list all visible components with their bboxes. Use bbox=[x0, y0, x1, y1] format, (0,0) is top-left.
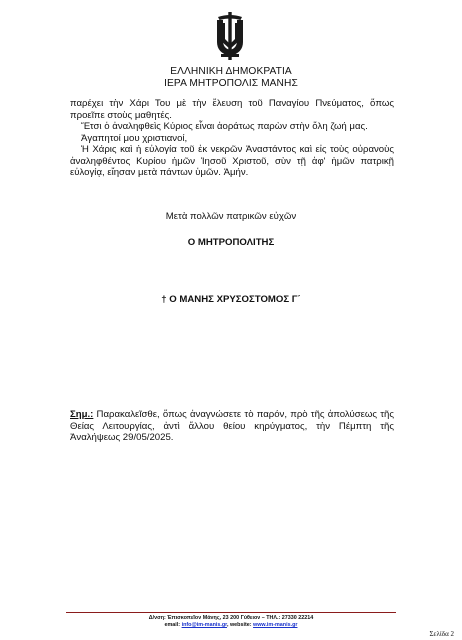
closing-greeting: Μετὰ πολλῶν πατρικῶν εὐχῶν bbox=[165, 211, 297, 222]
footer-email-link[interactable]: info@im-manis.gr bbox=[181, 622, 227, 628]
note-text: Παρακαλεῖσθε, ὅπως ἀναγνώσετε τὸ παρόν, πρὸ τῆς ἀπολύσεως τῆς Θείας Λειτουργίας, ἀντὶ ἄλλου θείου κηρύγματος, τὴν Πέμπτη τῆς Ἀναλήψεως 29/05/2025. bbox=[70, 409, 394, 443]
footer-website-link[interactable]: www.im-manis.gr bbox=[253, 622, 298, 628]
footer-address: Δ/νση: Ἐπισκοπεῖον Μάνης, 23 200 Γύθειον – ΤΗΛ.: 27330 22214 bbox=[148, 615, 314, 621]
signature-name: † Ο ΜΑΝΗΣ ΧΡΥΣΟΣΤΟΜΟΣ Γ΄ bbox=[161, 294, 301, 305]
body-paragraph-1: παρέχει τὴν Χάρι Του μὲ τὴν ἔλευση τοῦ Παναγίου Πνεύματος, ὅπως προεῖπε στοὺς μαθητές. bbox=[70, 98, 394, 121]
metropolis-emblem-icon bbox=[212, 10, 248, 62]
note-label: Σημ.: bbox=[70, 409, 94, 420]
page-number: Σελίδα 2 bbox=[429, 630, 454, 638]
header-country: ΕΛΛΗΝΙΚΗ ΔΗΜΟΚΡΑΤΙΑ bbox=[170, 66, 292, 77]
signatory-title: Ο ΜΗΤΡΟΠΟΛΙΤΗΣ bbox=[187, 237, 275, 248]
note-paragraph bbox=[70, 409, 394, 444]
letter-body bbox=[70, 98, 394, 179]
footer-divider bbox=[66, 612, 396, 613]
footer-contact bbox=[0, 622, 462, 628]
body-paragraph-3: Ἀγαπητοί μου χριστιανοί, bbox=[81, 132, 188, 144]
footer-email-label: email: bbox=[164, 622, 182, 628]
header-metropolis: ΙΕΡΑ ΜΗΤΡΟΠΟΛΙΣ ΜΑΝΗΣ bbox=[164, 78, 298, 89]
body-paragraph-2: Ἔτσι ὁ ἀναληφθεὶς Κύριος εἶναι ἀοράτως παρὼν στὴν ὅλη ζωή μας. bbox=[81, 121, 368, 132]
body-paragraph-4: Ἡ Χάρις καὶ ἡ εὐλογία τοῦ ἐκ νεκρῶν Ἀναστάντος καὶ εἰς τοὺς οὐρανοὺς ἀναληφθέντος Κυρίου ἡμῶν Ἰησοῦ Χριστοῦ, σὺν τῇ ἀφ' ἡμῶν πατρικῇ εὐλογίᾳ, εἴησαν μετὰ πάντων ὑμῶν. Ἀμήν. bbox=[70, 144, 394, 178]
footer-website-label: , website: bbox=[226, 622, 254, 628]
